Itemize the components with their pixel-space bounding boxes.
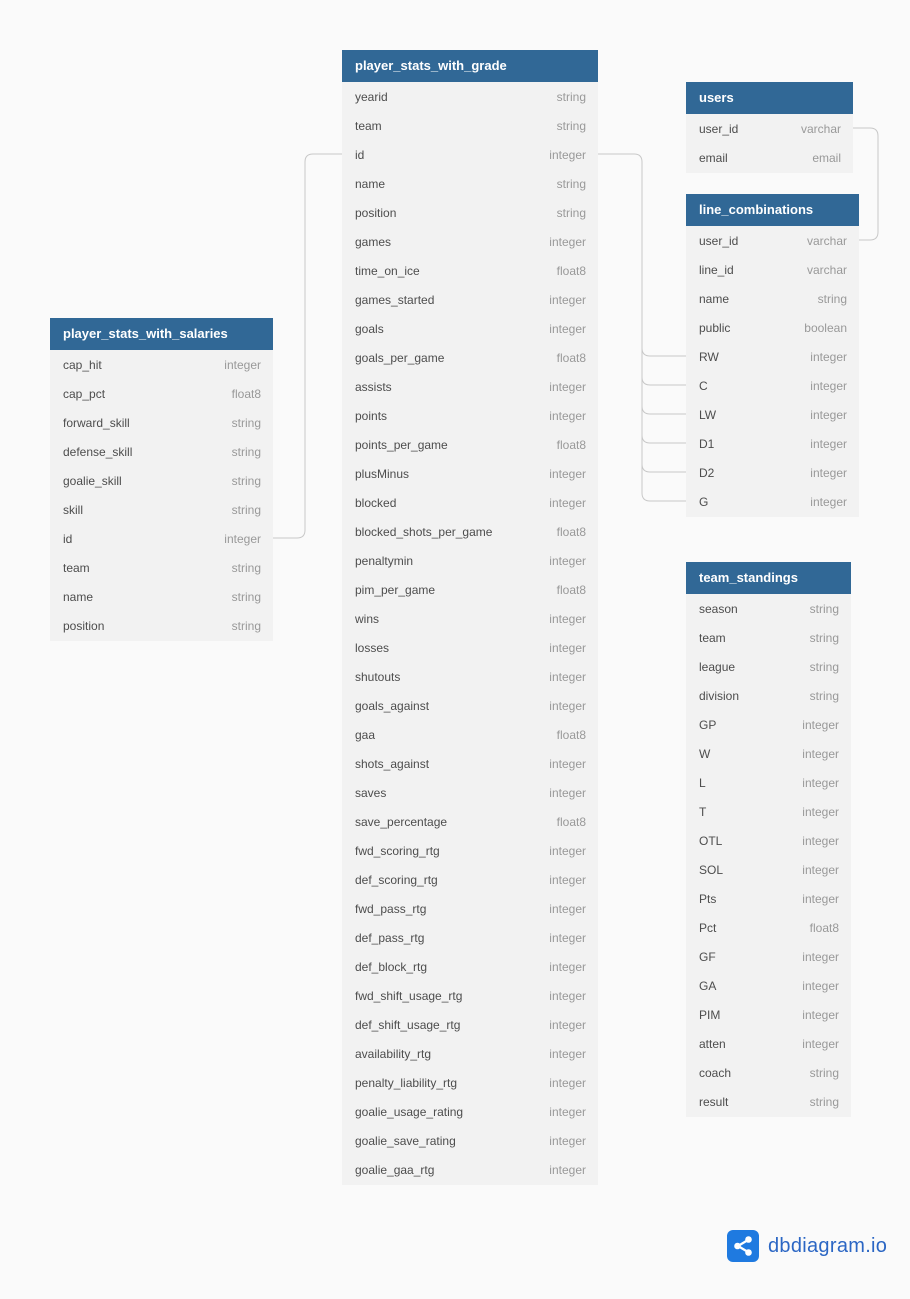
field-name: goals xyxy=(355,321,384,336)
field-name: skill xyxy=(63,502,83,517)
field-type: string xyxy=(231,473,261,488)
field-name: cap_hit xyxy=(63,357,102,372)
field-name: penalty_liability_rtg xyxy=(355,1075,458,1090)
field-name: G xyxy=(699,494,709,509)
field-type: integer xyxy=(810,494,847,509)
table-field-row[interactable] xyxy=(686,739,851,768)
table-field-row[interactable] xyxy=(342,401,598,430)
field-type: float8 xyxy=(556,814,586,829)
field-name: goalie_skill xyxy=(63,473,122,488)
field-name: goals_against xyxy=(355,698,430,713)
table-field-row[interactable] xyxy=(342,198,598,227)
field-name: user_id xyxy=(699,233,739,248)
field-type: integer xyxy=(549,1133,586,1148)
table-field-row[interactable] xyxy=(342,1126,598,1155)
field-name: id xyxy=(355,147,365,162)
table-field-row[interactable] xyxy=(50,437,273,466)
table-field-row[interactable] xyxy=(686,681,851,710)
field-type: integer xyxy=(549,466,586,481)
field-type: integer xyxy=(802,717,839,732)
table-field-row[interactable] xyxy=(342,517,598,546)
field-type: integer xyxy=(549,756,586,771)
field-name: def_pass_rtg xyxy=(355,930,425,945)
field-name: goalie_save_rating xyxy=(355,1133,456,1148)
field-name: assists xyxy=(355,379,392,394)
field-type: integer xyxy=(549,408,586,423)
field-name: name xyxy=(355,176,386,191)
field-type: integer xyxy=(802,1036,839,1051)
table-field-row[interactable] xyxy=(342,459,598,488)
field-type: string xyxy=(809,1065,839,1080)
table-field-row[interactable] xyxy=(342,633,598,662)
table-field-row[interactable] xyxy=(342,227,598,256)
field-type: integer xyxy=(549,321,586,336)
table-field-row[interactable] xyxy=(686,226,859,255)
table-field-row[interactable] xyxy=(342,111,598,140)
field-type: integer xyxy=(549,669,586,684)
field-type: integer xyxy=(549,292,586,307)
field-name: SOL xyxy=(699,862,724,877)
table-field-row[interactable] xyxy=(342,256,598,285)
relationship-grade-id-rw xyxy=(598,154,686,356)
field-type: integer xyxy=(802,833,839,848)
table-field-row[interactable] xyxy=(342,1068,598,1097)
field-type: float8 xyxy=(556,582,586,597)
field-type: integer xyxy=(549,988,586,1003)
table-field-row[interactable] xyxy=(342,691,598,720)
table-header[interactable]: users xyxy=(686,82,853,114)
table-field-row[interactable] xyxy=(342,314,598,343)
field-name: cap_pct xyxy=(63,386,106,401)
field-type: string xyxy=(556,176,586,191)
field-type: integer xyxy=(802,978,839,993)
table-field-row[interactable] xyxy=(50,495,273,524)
table-field-row[interactable] xyxy=(686,313,859,342)
table-field-row[interactable] xyxy=(50,408,273,437)
field-name: LW xyxy=(699,407,717,422)
table-field-row[interactable] xyxy=(342,575,598,604)
field-type: integer xyxy=(549,1046,586,1061)
field-type: string xyxy=(809,688,839,703)
field-name: T xyxy=(699,804,707,819)
table-field-row[interactable] xyxy=(50,466,273,495)
field-name: def_shift_usage_rtg xyxy=(355,1017,461,1032)
field-type: integer xyxy=(549,930,586,945)
table-field-row[interactable] xyxy=(342,952,598,981)
field-name: points_per_game xyxy=(355,437,448,452)
field-type: email xyxy=(812,150,841,165)
field-type: string xyxy=(231,502,261,517)
field-type: string xyxy=(556,205,586,220)
field-name: fwd_pass_rtg xyxy=(355,901,427,916)
table-field-row[interactable] xyxy=(342,430,598,459)
field-type: integer xyxy=(810,378,847,393)
table-player-stats-with-grade[interactable] xyxy=(342,50,598,1185)
field-type: string xyxy=(556,89,586,104)
field-name: id xyxy=(63,531,73,546)
field-type: integer xyxy=(802,891,839,906)
table-field-row[interactable] xyxy=(342,140,598,169)
field-type: string xyxy=(809,659,839,674)
field-name: wins xyxy=(355,611,380,626)
field-name: gaa xyxy=(355,727,376,742)
field-name: atten xyxy=(699,1036,726,1051)
field-type: string xyxy=(809,630,839,645)
field-type: integer xyxy=(549,872,586,887)
table-field-row[interactable] xyxy=(686,1087,851,1116)
field-type: string xyxy=(231,618,261,633)
field-name: pim_per_game xyxy=(355,582,436,597)
field-name: D1 xyxy=(699,436,715,451)
field-name: Pct xyxy=(699,920,717,935)
field-name: availability_rtg xyxy=(355,1046,432,1061)
field-type: integer xyxy=(802,746,839,761)
field-type: integer xyxy=(549,1104,586,1119)
field-name: goalie_usage_rating xyxy=(355,1104,464,1119)
relationship-grade-id-g xyxy=(642,464,686,501)
field-type: string xyxy=(817,291,847,306)
field-name: penaltymin xyxy=(355,553,414,568)
field-type: integer xyxy=(810,465,847,480)
field-name: public xyxy=(699,320,731,335)
field-type: float8 xyxy=(556,524,586,539)
table-team-standings[interactable] xyxy=(686,562,851,1117)
field-name: PIM xyxy=(699,1007,721,1022)
table-field-row[interactable] xyxy=(342,488,598,517)
field-type: float8 xyxy=(556,263,586,278)
table-field-row[interactable] xyxy=(342,749,598,778)
table-field-row[interactable] xyxy=(342,546,598,575)
table-field-row[interactable] xyxy=(686,342,859,371)
field-type: float8 xyxy=(556,350,586,365)
field-type: integer xyxy=(802,949,839,964)
field-name: games_started xyxy=(355,292,435,307)
field-name: points xyxy=(355,408,388,423)
table-users[interactable] xyxy=(686,82,853,173)
field-name: team xyxy=(699,630,726,645)
field-type: boolean xyxy=(804,320,847,335)
table-field-row[interactable] xyxy=(342,82,598,111)
table-field-row[interactable] xyxy=(686,458,859,487)
field-name: position xyxy=(355,205,397,220)
field-type: varchar xyxy=(800,121,841,136)
table-field-row[interactable] xyxy=(686,400,859,429)
field-type: integer xyxy=(549,611,586,626)
field-name: shutouts xyxy=(355,669,401,684)
field-name: D2 xyxy=(699,465,715,480)
table-field-row[interactable] xyxy=(686,884,851,913)
table-field-row[interactable] xyxy=(342,662,598,691)
table-field-row[interactable] xyxy=(50,350,273,379)
field-type: integer xyxy=(549,234,586,249)
brand-name: dbdiagram.io xyxy=(768,1234,888,1257)
field-name: name xyxy=(699,291,730,306)
table-field-row[interactable] xyxy=(342,923,598,952)
field-type: string xyxy=(231,415,261,430)
table-field-row[interactable] xyxy=(50,379,273,408)
field-type: integer xyxy=(549,785,586,800)
field-type: integer xyxy=(802,862,839,877)
field-name: save_percentage xyxy=(355,814,448,829)
field-name: W xyxy=(699,746,711,761)
table-field-row[interactable] xyxy=(686,942,851,971)
field-name: def_block_rtg xyxy=(355,959,428,974)
table-field-row[interactable] xyxy=(686,284,859,313)
field-name: goals_per_game xyxy=(355,350,445,365)
field-type: float8 xyxy=(556,437,586,452)
table-field-row[interactable] xyxy=(686,652,851,681)
field-name: def_scoring_rtg xyxy=(355,872,438,887)
field-type: string xyxy=(231,560,261,575)
table-header[interactable]: line_combinations xyxy=(686,194,859,226)
table-field-row[interactable] xyxy=(50,524,273,553)
table-field-row[interactable] xyxy=(686,797,851,826)
field-name: GP xyxy=(699,717,717,732)
field-type: integer xyxy=(810,436,847,451)
field-type: integer xyxy=(810,349,847,364)
table-field-row[interactable] xyxy=(342,169,598,198)
field-type: integer xyxy=(802,775,839,790)
field-name: shots_against xyxy=(355,756,430,771)
dbdiagram-brand[interactable] xyxy=(727,1230,887,1262)
field-name: losses xyxy=(355,640,390,655)
field-type: integer xyxy=(549,1017,586,1032)
field-type: integer xyxy=(549,147,586,162)
field-type: integer xyxy=(802,1007,839,1022)
table-field-row[interactable] xyxy=(50,611,273,640)
table-field-row[interactable] xyxy=(342,778,598,807)
field-name: saves xyxy=(355,785,387,800)
field-type: string xyxy=(231,589,261,604)
field-name: user_id xyxy=(699,121,739,136)
table-field-row[interactable] xyxy=(50,582,273,611)
field-name: coach xyxy=(699,1065,732,1080)
field-name: name xyxy=(63,589,94,604)
table-field-row[interactable] xyxy=(686,594,851,623)
field-name: C xyxy=(699,378,708,393)
field-name: OTL xyxy=(699,833,723,848)
field-type: integer xyxy=(549,495,586,510)
table-player-stats-with-salaries[interactable] xyxy=(50,318,273,641)
field-name: fwd_shift_usage_rtg xyxy=(355,988,463,1003)
field-name: fwd_scoring_rtg xyxy=(355,843,440,858)
field-name: plusMinus xyxy=(355,466,410,481)
table-field-row[interactable] xyxy=(686,114,853,143)
field-type: integer xyxy=(549,640,586,655)
field-type: string xyxy=(556,118,586,133)
table-field-row[interactable] xyxy=(342,981,598,1010)
table-field-row[interactable] xyxy=(686,1000,851,1029)
field-type: integer xyxy=(810,407,847,422)
field-name: division xyxy=(699,688,740,703)
table-field-row[interactable] xyxy=(686,143,853,172)
field-name: blocked xyxy=(355,495,397,510)
table-header[interactable]: player_stats_with_salaries xyxy=(50,318,273,350)
relationship-grade-id-d2 xyxy=(642,435,686,472)
field-name: email xyxy=(699,150,728,165)
field-name: time_on_ice xyxy=(355,263,420,278)
field-type: integer xyxy=(549,959,586,974)
table-field-row[interactable] xyxy=(50,553,273,582)
table-field-row[interactable] xyxy=(342,343,598,372)
table-field-row[interactable] xyxy=(342,836,598,865)
field-name: season xyxy=(699,601,738,616)
table-field-row[interactable] xyxy=(342,865,598,894)
table-field-row[interactable] xyxy=(686,1058,851,1087)
field-type: float8 xyxy=(556,727,586,742)
field-name: Pts xyxy=(699,891,717,906)
field-type: integer xyxy=(224,357,261,372)
table-field-row[interactable] xyxy=(686,826,851,855)
table-field-row[interactable] xyxy=(686,429,859,458)
relationship-grade-id-d1 xyxy=(642,406,686,443)
relationship-salaries-id-grade-id xyxy=(273,154,342,538)
field-type: varchar xyxy=(806,233,847,248)
field-type: integer xyxy=(549,843,586,858)
field-name: RW xyxy=(699,349,719,364)
field-name: forward_skill xyxy=(63,415,130,430)
table-field-row[interactable] xyxy=(342,285,598,314)
table-field-row[interactable] xyxy=(342,1039,598,1068)
table-field-row[interactable] xyxy=(342,894,598,923)
field-name: games xyxy=(355,234,392,249)
relationship-grade-id-lw xyxy=(642,377,686,414)
table-field-row[interactable] xyxy=(686,855,851,884)
field-type: integer xyxy=(802,804,839,819)
field-type: integer xyxy=(549,901,586,916)
field-type: integer xyxy=(549,1162,586,1177)
table-field-row[interactable] xyxy=(686,255,859,284)
table-field-row[interactable] xyxy=(686,710,851,739)
field-name: blocked_shots_per_game xyxy=(355,524,493,539)
field-name: GF xyxy=(699,949,716,964)
field-type: integer xyxy=(549,698,586,713)
table-field-row[interactable] xyxy=(342,372,598,401)
table-field-row[interactable] xyxy=(342,720,598,749)
field-name: goalie_gaa_rtg xyxy=(355,1162,435,1177)
table-header[interactable]: player_stats_with_grade xyxy=(342,50,598,82)
field-type: string xyxy=(231,444,261,459)
table-field-row[interactable] xyxy=(686,913,851,942)
table-field-row[interactable] xyxy=(686,371,859,400)
table-field-row[interactable] xyxy=(686,487,859,516)
table-field-row[interactable] xyxy=(342,1155,598,1184)
field-type: integer xyxy=(224,531,261,546)
share-nodes-icon xyxy=(727,1230,759,1262)
field-type: float8 xyxy=(809,920,839,935)
field-type: varchar xyxy=(806,262,847,277)
field-name: yearid xyxy=(355,89,388,104)
field-type: integer xyxy=(549,1075,586,1090)
field-name: position xyxy=(63,618,105,633)
table-field-row[interactable] xyxy=(686,1029,851,1058)
table-field-row[interactable] xyxy=(342,1097,598,1126)
field-name: team xyxy=(355,118,382,133)
field-name: defense_skill xyxy=(63,444,133,459)
table-header[interactable]: team_standings xyxy=(686,562,851,594)
field-type: float8 xyxy=(231,386,261,401)
field-type: string xyxy=(809,1094,839,1109)
field-name: line_id xyxy=(699,262,734,277)
field-type: integer xyxy=(549,553,586,568)
relationship-grade-id-c xyxy=(642,348,686,385)
table-field-row[interactable] xyxy=(686,768,851,797)
field-name: result xyxy=(699,1094,729,1109)
table-line-combinations[interactable] xyxy=(686,194,859,517)
field-name: team xyxy=(63,560,90,575)
field-type: string xyxy=(809,601,839,616)
table-field-row[interactable] xyxy=(342,604,598,633)
table-field-row[interactable] xyxy=(686,623,851,652)
table-field-row[interactable] xyxy=(686,971,851,1000)
field-name: league xyxy=(699,659,736,674)
table-field-row[interactable] xyxy=(342,1010,598,1039)
table-field-row[interactable] xyxy=(342,807,598,836)
field-name: L xyxy=(699,775,706,790)
field-type: integer xyxy=(549,379,586,394)
field-name: GA xyxy=(699,978,717,993)
